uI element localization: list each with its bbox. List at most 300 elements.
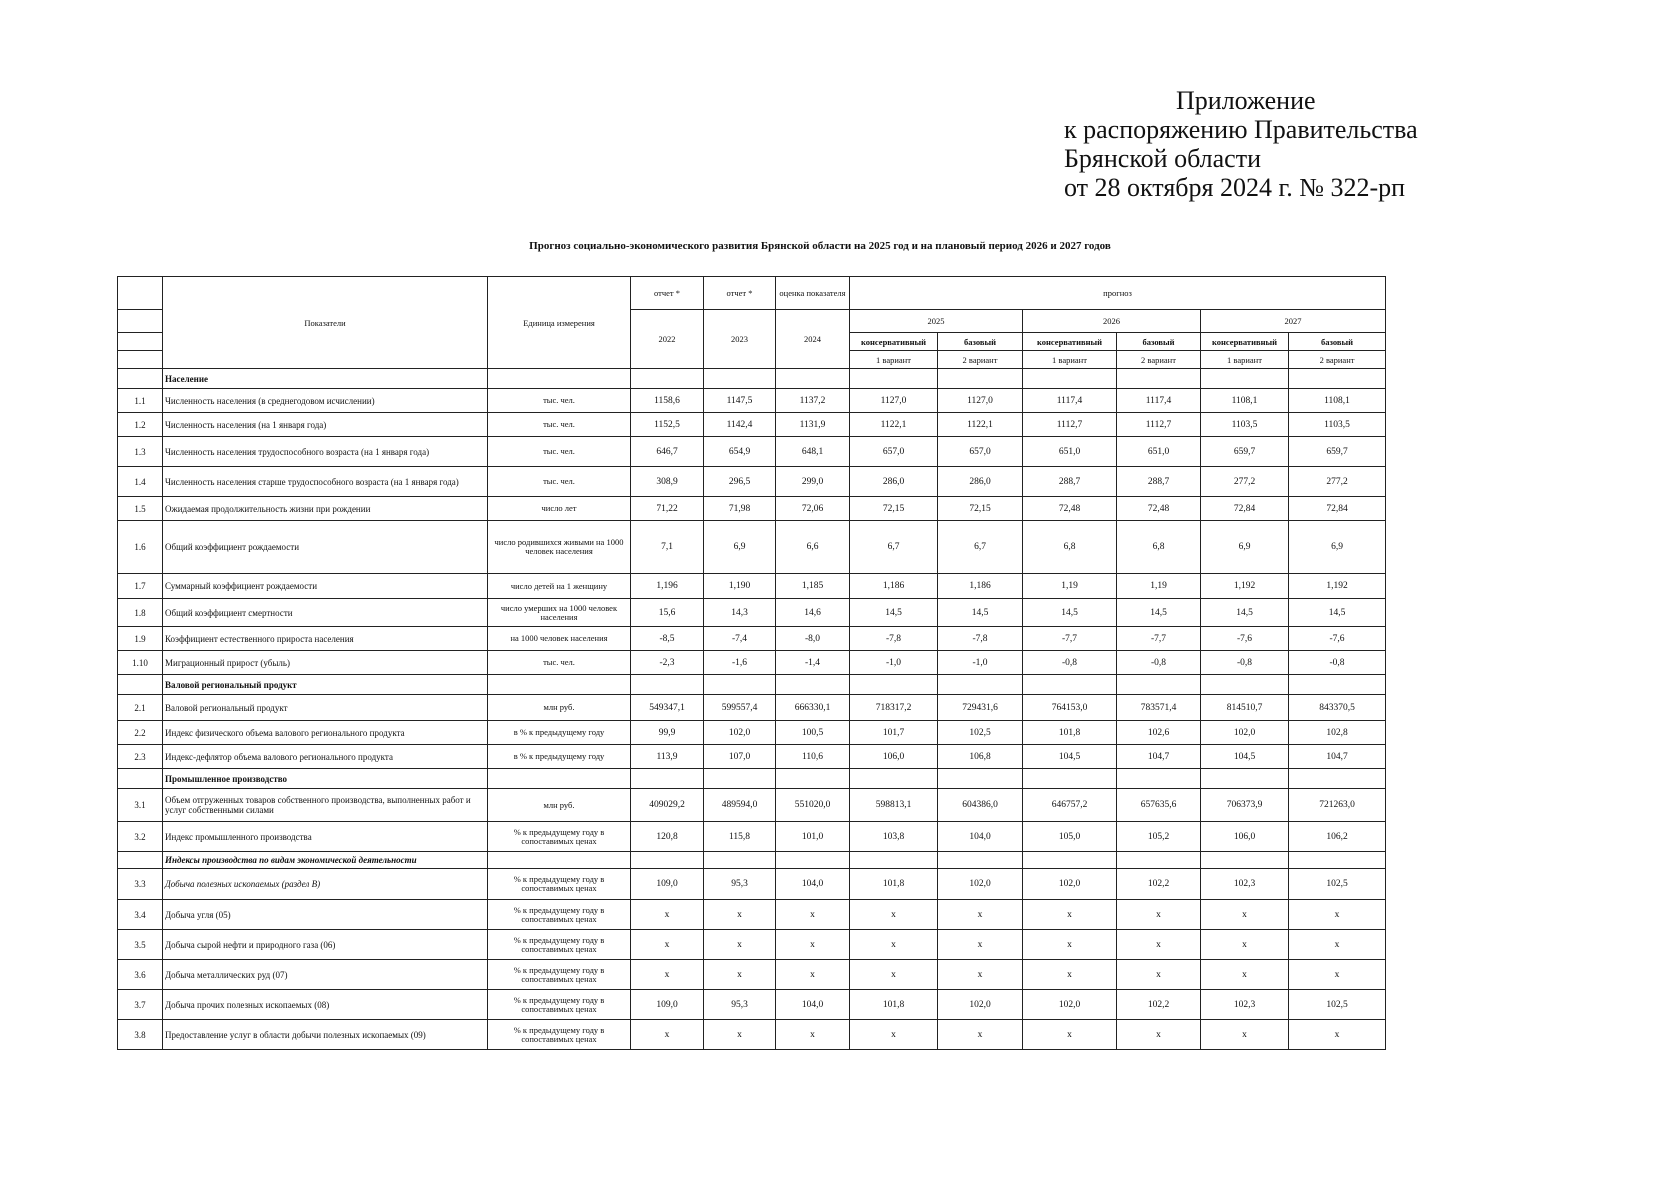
table-row <box>118 574 1386 599</box>
indicator-name: Суммарный коэффициент рождаемости <box>163 574 488 599</box>
row-number: 3.4 <box>118 900 163 930</box>
value-cell: 14,5 <box>1201 599 1289 627</box>
value-cell: x <box>1117 960 1201 990</box>
value-cell: 104,5 <box>1201 745 1289 769</box>
row-number: 3.6 <box>118 960 163 990</box>
value-cell: -0,8 <box>1201 651 1289 675</box>
value-cell: 6,7 <box>938 521 1023 574</box>
value-cell: 99,9 <box>631 721 704 745</box>
empty-cell <box>1117 675 1201 695</box>
appendix-label: Приложение <box>1176 86 1316 115</box>
header-year-2026: 2026 <box>1023 310 1201 333</box>
unit-cell: млн руб. <box>488 695 631 721</box>
empty-cell <box>1289 369 1386 389</box>
value-cell: 6,9 <box>1201 521 1289 574</box>
value-cell: x <box>776 1020 850 1050</box>
empty-cell <box>631 852 704 869</box>
unit-cell: % к предыдущему году в сопоставимых ценах <box>488 1020 631 1050</box>
row-number: 2.2 <box>118 721 163 745</box>
value-cell: 1142,4 <box>704 413 776 437</box>
empty-cell <box>1201 369 1289 389</box>
section-row <box>118 852 1386 869</box>
value-cell: -7,6 <box>1289 627 1386 651</box>
table-row <box>118 990 1386 1020</box>
value-cell: 1108,1 <box>1201 389 1289 413</box>
value-cell: 14,5 <box>1117 599 1201 627</box>
value-cell: 7,1 <box>631 521 704 574</box>
indicator-name: Численность населения (на 1 января года) <box>163 413 488 437</box>
header-estimate-2024: оценка показателя <box>776 277 850 310</box>
value-cell: x <box>1023 1020 1117 1050</box>
empty-cell <box>1201 769 1289 789</box>
section-row <box>118 369 1386 389</box>
value-cell: -1,4 <box>776 651 850 675</box>
value-cell: 95,3 <box>704 869 776 900</box>
empty-cell <box>488 852 631 869</box>
row-number: 3.1 <box>118 789 163 822</box>
table-row <box>118 960 1386 990</box>
value-cell: x <box>704 1020 776 1050</box>
empty-cell <box>1201 675 1289 695</box>
value-cell: 277,2 <box>1201 467 1289 497</box>
indicator-name: Индекс-дефлятор объема валового регионального продукта <box>163 745 488 769</box>
table-row <box>118 695 1386 721</box>
value-cell: 102,3 <box>1201 990 1289 1020</box>
empty-cell <box>938 769 1023 789</box>
empty-cell <box>1289 675 1386 695</box>
header-report-2023: отчет * <box>704 277 776 310</box>
value-cell: 102,6 <box>1117 721 1201 745</box>
value-cell: 15,6 <box>631 599 704 627</box>
empty-cell <box>938 675 1023 695</box>
empty-cell <box>776 369 850 389</box>
value-cell: x <box>776 960 850 990</box>
empty-cell <box>1117 852 1201 869</box>
value-cell: x <box>776 930 850 960</box>
value-cell: 72,06 <box>776 497 850 521</box>
row-number: 1.6 <box>118 521 163 574</box>
value-cell: x <box>1201 1020 1289 1050</box>
value-cell: 729431,6 <box>938 695 1023 721</box>
value-cell: 296,5 <box>704 467 776 497</box>
value-cell: 107,0 <box>704 745 776 769</box>
indicator-name: Добыча металлических руд (07) <box>163 960 488 990</box>
value-cell: 1112,7 <box>1117 413 1201 437</box>
value-cell: 1127,0 <box>938 389 1023 413</box>
header-forecast: прогноз <box>850 277 1386 310</box>
empty-cell <box>850 369 938 389</box>
value-cell: 72,15 <box>850 497 938 521</box>
value-cell: 113,9 <box>631 745 704 769</box>
value-cell: 102,0 <box>704 721 776 745</box>
row-number: 1.2 <box>118 413 163 437</box>
value-cell: 102,3 <box>1201 869 1289 900</box>
value-cell: 764153,0 <box>1023 695 1117 721</box>
appendix-region-line: Брянской области <box>1064 144 1261 173</box>
indicator-name: Индекс промышленного производства <box>163 822 488 852</box>
value-cell: 14,5 <box>1289 599 1386 627</box>
value-cell: -0,8 <box>1289 651 1386 675</box>
header-base-2026: базовый <box>1117 333 1201 351</box>
empty-cell <box>704 369 776 389</box>
value-cell: x <box>1117 1020 1201 1050</box>
value-cell: 1,186 <box>850 574 938 599</box>
value-cell: 659,7 <box>1201 437 1289 467</box>
value-cell: 104,0 <box>938 822 1023 852</box>
value-cell: 14,5 <box>850 599 938 627</box>
value-cell: 1103,5 <box>1201 413 1289 437</box>
value-cell: -0,8 <box>1117 651 1201 675</box>
empty-cell <box>704 769 776 789</box>
value-cell: 551020,0 <box>776 789 850 822</box>
row-number: 1.1 <box>118 389 163 413</box>
value-cell: 1131,9 <box>776 413 850 437</box>
value-cell: 71,22 <box>631 497 704 521</box>
row-number: 1.4 <box>118 467 163 497</box>
unit-cell: тыс. чел. <box>488 413 631 437</box>
value-cell: 657,0 <box>938 437 1023 467</box>
forecast-table <box>117 276 1386 1050</box>
indicator-name: Численность населения трудоспособного возраста (на 1 января года) <box>163 437 488 467</box>
value-cell: 102,0 <box>1023 990 1117 1020</box>
row-number: 2.3 <box>118 745 163 769</box>
value-cell: 604386,0 <box>938 789 1023 822</box>
value-cell: 105,2 <box>1117 822 1201 852</box>
value-cell: 102,2 <box>1117 990 1201 1020</box>
value-cell: 721263,0 <box>1289 789 1386 822</box>
value-cell: 14,3 <box>704 599 776 627</box>
section-title: Валовой региональный продукт <box>163 675 488 695</box>
unit-cell: число родившихся живыми на 1000 человек населения <box>488 521 631 574</box>
value-cell: x <box>631 900 704 930</box>
value-cell: 104,7 <box>1117 745 1201 769</box>
value-cell: 115,8 <box>704 822 776 852</box>
section-row <box>118 675 1386 695</box>
indicator-name: Общий коэффициент рождаемости <box>163 521 488 574</box>
value-cell: 659,7 <box>1289 437 1386 467</box>
table-row <box>118 627 1386 651</box>
value-cell: 102,5 <box>1289 990 1386 1020</box>
value-cell: 100,5 <box>776 721 850 745</box>
indicator-name: Добыча прочих полезных ископаемых (08) <box>163 990 488 1020</box>
value-cell: 654,9 <box>704 437 776 467</box>
value-cell: x <box>850 930 938 960</box>
unit-cell: % к предыдущему году в сопоставимых ценах <box>488 930 631 960</box>
value-cell: -8,5 <box>631 627 704 651</box>
value-cell: 1122,1 <box>850 413 938 437</box>
table-row <box>118 599 1386 627</box>
indicator-name: Добыча угля (05) <box>163 900 488 930</box>
unit-cell: тыс. чел. <box>488 389 631 413</box>
value-cell: 72,84 <box>1289 497 1386 521</box>
header-variant2-2026: 2 вариант <box>1117 351 1201 369</box>
header-variant1-2027: 1 вариант <box>1201 351 1289 369</box>
value-cell: 102,0 <box>1023 869 1117 900</box>
empty-cell <box>704 852 776 869</box>
value-cell: x <box>1023 960 1117 990</box>
value-cell: 489594,0 <box>704 789 776 822</box>
value-cell: 657635,6 <box>1117 789 1201 822</box>
value-cell: 102,8 <box>1289 721 1386 745</box>
value-cell: -1,0 <box>938 651 1023 675</box>
value-cell: 286,0 <box>938 467 1023 497</box>
value-cell: 599557,4 <box>704 695 776 721</box>
unit-cell: % к предыдущему году в сопоставимых ценах <box>488 990 631 1020</box>
value-cell: x <box>631 1020 704 1050</box>
header-variant2-2025: 2 вариант <box>938 351 1023 369</box>
value-cell: 1108,1 <box>1289 389 1386 413</box>
header-year-2027: 2027 <box>1201 310 1386 333</box>
value-cell: 288,7 <box>1117 467 1201 497</box>
value-cell: 299,0 <box>776 467 850 497</box>
value-cell: 308,9 <box>631 467 704 497</box>
header-num-cell <box>118 277 163 310</box>
value-cell: 101,7 <box>850 721 938 745</box>
unit-cell: тыс. чел. <box>488 651 631 675</box>
row-number: 1.7 <box>118 574 163 599</box>
empty-cell <box>1289 852 1386 869</box>
appendix-header <box>1064 86 1418 202</box>
value-cell: 104,0 <box>776 990 850 1020</box>
indicator-name: Объем отгруженных товаров собственного производства, выполненных работ и услуг собственными силами <box>163 789 488 822</box>
value-cell: -2,3 <box>631 651 704 675</box>
empty-cell <box>631 769 704 789</box>
row-number: 3.7 <box>118 990 163 1020</box>
empty-cell <box>1023 769 1117 789</box>
value-cell: 102,0 <box>938 869 1023 900</box>
value-cell: 288,7 <box>1023 467 1117 497</box>
empty-cell <box>488 369 631 389</box>
empty-cell <box>488 769 631 789</box>
value-cell: 104,5 <box>1023 745 1117 769</box>
indicator-name: Валовой региональный продукт <box>163 695 488 721</box>
value-cell: 1158,6 <box>631 389 704 413</box>
row-number: 1.8 <box>118 599 163 627</box>
value-cell: 102,5 <box>938 721 1023 745</box>
value-cell: 101,8 <box>850 990 938 1020</box>
value-cell: 6,8 <box>1117 521 1201 574</box>
value-cell: x <box>1117 900 1201 930</box>
value-cell: x <box>938 900 1023 930</box>
value-cell: 1137,2 <box>776 389 850 413</box>
value-cell: x <box>1289 960 1386 990</box>
indicator-name: Общий коэффициент смертности <box>163 599 488 627</box>
header-report-2022: отчет * <box>631 277 704 310</box>
value-cell: 1,196 <box>631 574 704 599</box>
value-cell: 598813,1 <box>850 789 938 822</box>
unit-cell: % к предыдущему году в сопоставимых ценах <box>488 822 631 852</box>
value-cell: x <box>704 930 776 960</box>
table-row <box>118 869 1386 900</box>
value-cell: 286,0 <box>850 467 938 497</box>
value-cell: 1,19 <box>1117 574 1201 599</box>
value-cell: 648,1 <box>776 437 850 467</box>
empty-cell <box>1201 852 1289 869</box>
indicator-name: Коэффициент естественного прироста населения <box>163 627 488 651</box>
value-cell: 120,8 <box>631 822 704 852</box>
empty-cell <box>631 675 704 695</box>
empty-cell <box>1023 852 1117 869</box>
value-cell: x <box>1023 930 1117 960</box>
value-cell: 277,2 <box>1289 467 1386 497</box>
value-cell: 106,0 <box>850 745 938 769</box>
value-cell: 706373,9 <box>1201 789 1289 822</box>
value-cell: 101,8 <box>1023 721 1117 745</box>
header-num-cell <box>118 351 163 369</box>
header-num-cell <box>118 310 163 333</box>
value-cell: x <box>938 930 1023 960</box>
value-cell: 72,48 <box>1117 497 1201 521</box>
header-year-2025: 2025 <box>850 310 1023 333</box>
header-base-2025: базовый <box>938 333 1023 351</box>
unit-cell: тыс. чел. <box>488 437 631 467</box>
value-cell: -7,7 <box>1023 627 1117 651</box>
empty-cell <box>776 852 850 869</box>
value-cell: x <box>938 960 1023 990</box>
value-cell: x <box>704 900 776 930</box>
table-row <box>118 497 1386 521</box>
value-cell: x <box>631 960 704 990</box>
value-cell: x <box>850 900 938 930</box>
value-cell: x <box>1289 930 1386 960</box>
row-number: 1.10 <box>118 651 163 675</box>
table-body <box>118 369 1386 1050</box>
value-cell: 651,0 <box>1117 437 1201 467</box>
appendix-order-line: к распоряжению Правительства <box>1064 115 1418 144</box>
value-cell: 6,9 <box>704 521 776 574</box>
value-cell: 1127,0 <box>850 389 938 413</box>
empty-cell <box>776 769 850 789</box>
header-indicators: Показатели <box>163 277 488 369</box>
value-cell: 72,84 <box>1201 497 1289 521</box>
value-cell: -7,8 <box>938 627 1023 651</box>
header-variant2-2027: 2 вариант <box>1289 351 1386 369</box>
empty-cell <box>488 675 631 695</box>
unit-cell: число детей на 1 женщину <box>488 574 631 599</box>
value-cell: x <box>1289 900 1386 930</box>
value-cell: 72,48 <box>1023 497 1117 521</box>
value-cell: 109,0 <box>631 869 704 900</box>
table-row <box>118 789 1386 822</box>
value-cell: 6,8 <box>1023 521 1117 574</box>
value-cell: 783571,4 <box>1117 695 1201 721</box>
value-cell: 549347,1 <box>631 695 704 721</box>
table-row <box>118 389 1386 413</box>
empty-cell <box>1023 675 1117 695</box>
value-cell: x <box>1201 930 1289 960</box>
row-number <box>118 675 163 695</box>
value-cell: 1,192 <box>1201 574 1289 599</box>
header-conservative-2026: консервативный <box>1023 333 1117 351</box>
indicator-name: Ожидаемая продолжительность жизни при рождении <box>163 497 488 521</box>
empty-cell <box>850 852 938 869</box>
value-cell: 1,19 <box>1023 574 1117 599</box>
unit-cell: в % к предыдущему году <box>488 721 631 745</box>
header-conservative-2027: консервативный <box>1201 333 1289 351</box>
empty-cell <box>850 675 938 695</box>
value-cell: 105,0 <box>1023 822 1117 852</box>
value-cell: 409029,2 <box>631 789 704 822</box>
row-number: 2.1 <box>118 695 163 721</box>
unit-cell: в % к предыдущему году <box>488 745 631 769</box>
value-cell: 1103,5 <box>1289 413 1386 437</box>
value-cell: 646,7 <box>631 437 704 467</box>
row-number: 1.5 <box>118 497 163 521</box>
header-year-2022: 2022 <box>631 310 704 369</box>
table-row <box>118 413 1386 437</box>
empty-cell <box>1023 369 1117 389</box>
value-cell: 102,5 <box>1289 869 1386 900</box>
value-cell: x <box>704 960 776 990</box>
unit-cell: число умерших на 1000 человек населения <box>488 599 631 627</box>
table-row <box>118 1020 1386 1050</box>
value-cell: 109,0 <box>631 990 704 1020</box>
empty-cell <box>631 369 704 389</box>
value-cell: 103,8 <box>850 822 938 852</box>
indicator-name: Добыча сырой нефти и природного газа (06) <box>163 930 488 960</box>
unit-cell: % к предыдущему году в сопоставимых ценах <box>488 869 631 900</box>
value-cell: x <box>1201 960 1289 990</box>
row-number: 3.8 <box>118 1020 163 1050</box>
empty-cell <box>938 852 1023 869</box>
document-title: Прогноз социально-экономического развития Брянской области на 2025 год и на плановый период 2026 и 2027 годов <box>529 240 1111 252</box>
header-year-2024: 2024 <box>776 310 850 369</box>
table-row <box>118 721 1386 745</box>
indicator-name: Численность населения (в среднегодовом исчислении) <box>163 389 488 413</box>
value-cell: 651,0 <box>1023 437 1117 467</box>
unit-cell: на 1000 человек населения <box>488 627 631 651</box>
value-cell: 1152,5 <box>631 413 704 437</box>
value-cell: -1,0 <box>850 651 938 675</box>
empty-cell <box>1117 369 1201 389</box>
row-number <box>118 852 163 869</box>
unit-cell: % к предыдущему году в сопоставимых ценах <box>488 960 631 990</box>
value-cell: -7,8 <box>850 627 938 651</box>
indicator-name: Предоставление услуг в области добычи полезных ископаемых (09) <box>163 1020 488 1050</box>
unit-cell: % к предыдущему году в сопоставимых ценах <box>488 900 631 930</box>
unit-cell: число лет <box>488 497 631 521</box>
value-cell: x <box>1289 1020 1386 1050</box>
section-title: Индексы производства по видам экономической деятельности <box>163 852 488 869</box>
value-cell: 843370,5 <box>1289 695 1386 721</box>
value-cell: x <box>850 1020 938 1050</box>
row-number: 3.5 <box>118 930 163 960</box>
header-base-2027: базовый <box>1289 333 1386 351</box>
value-cell: 72,15 <box>938 497 1023 521</box>
value-cell: 1117,4 <box>1117 389 1201 413</box>
value-cell: 106,2 <box>1289 822 1386 852</box>
indicator-name: Индекс физического объема валового регионального продукта <box>163 721 488 745</box>
empty-cell <box>1117 769 1201 789</box>
header-year-2023: 2023 <box>704 310 776 369</box>
value-cell: 1,185 <box>776 574 850 599</box>
value-cell: -7,7 <box>1117 627 1201 651</box>
value-cell: 71,98 <box>704 497 776 521</box>
value-cell: -1,6 <box>704 651 776 675</box>
section-title: Население <box>163 369 488 389</box>
value-cell: 657,0 <box>850 437 938 467</box>
header-variant1-2026: 1 вариант <box>1023 351 1117 369</box>
header-unit: Единица измерения <box>488 277 631 369</box>
value-cell: 110,6 <box>776 745 850 769</box>
value-cell: 1112,7 <box>1023 413 1117 437</box>
table-row <box>118 467 1386 497</box>
value-cell: -7,4 <box>704 627 776 651</box>
value-cell: 1117,4 <box>1023 389 1117 413</box>
value-cell: 718317,2 <box>850 695 938 721</box>
value-cell: 102,0 <box>938 990 1023 1020</box>
value-cell: -7,6 <box>1201 627 1289 651</box>
